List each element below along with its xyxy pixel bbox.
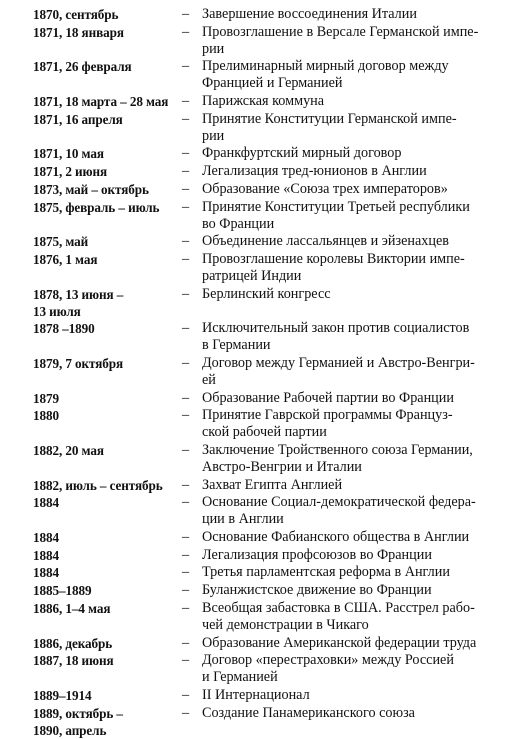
event-description: Легализация тред-юнионов в Англии bbox=[202, 163, 427, 180]
event-description: Легализация профсоюзов во Франции bbox=[202, 546, 432, 563]
event-date: 1885–1889 bbox=[33, 583, 92, 599]
dash-separator: – bbox=[182, 529, 190, 546]
chronology-row bbox=[0, 600, 510, 634]
event-description: Берлинский конгресс bbox=[202, 285, 331, 302]
event-date: 1884 bbox=[33, 565, 59, 581]
dash-separator: – bbox=[182, 110, 190, 127]
event-description: Завершение воссоединения Италии bbox=[202, 6, 417, 22]
dash-separator: – bbox=[182, 686, 190, 703]
event-date: 1889–1914 bbox=[33, 687, 92, 703]
event-date: 1870, сентябрь bbox=[33, 7, 119, 22]
dash-separator: – bbox=[182, 285, 190, 302]
event-date: 1884 bbox=[33, 530, 59, 546]
dash-separator: – bbox=[182, 476, 190, 493]
dash-separator: – bbox=[182, 704, 190, 721]
dash-separator: – bbox=[182, 58, 190, 75]
event-date: 1875, февраль – июль bbox=[33, 199, 160, 215]
event-description: Создание Панамериканского союза bbox=[202, 704, 415, 721]
event-date: 1884 bbox=[33, 495, 59, 511]
event-description: Третья парламентская реформа в Англии bbox=[202, 564, 450, 581]
event-date: 1882, 20 мая bbox=[33, 443, 104, 458]
chronology-row bbox=[0, 442, 510, 476]
chronology-row bbox=[0, 494, 510, 528]
chronology-table bbox=[0, 6, 510, 739]
chronology-row bbox=[0, 652, 510, 686]
event-date: 1889, октябрь – 1890, апрель bbox=[33, 705, 123, 738]
event-description: Франкфуртский мирный договор bbox=[202, 145, 402, 162]
chronology-row bbox=[0, 233, 510, 250]
event-description: Принятие Конституции Третьей республики во Франции bbox=[202, 198, 470, 232]
event-date: 1871, 16 апреля bbox=[33, 111, 123, 127]
dash-separator: – bbox=[182, 6, 190, 22]
event-date: 1871, 18 марта – 28 мая bbox=[33, 94, 169, 110]
event-description: Образование Рабочей партии во Франции bbox=[202, 389, 454, 406]
chronology-row bbox=[0, 58, 510, 92]
dash-separator: – bbox=[182, 23, 190, 40]
chronology-row bbox=[0, 24, 510, 58]
event-description: Договор между Германией и Австро-Венгри- ей bbox=[202, 354, 475, 388]
event-date: 1887, 18 июня bbox=[33, 653, 114, 669]
chronology-row bbox=[0, 547, 510, 564]
chronology-row bbox=[0, 199, 510, 233]
dash-separator: – bbox=[182, 442, 190, 458]
event-description: Захват Египта Англией bbox=[202, 476, 343, 493]
chronology-row bbox=[0, 529, 510, 546]
event-date: 1873, май – октябрь bbox=[33, 181, 149, 197]
event-date: 1882, июль – сентябрь bbox=[33, 477, 163, 493]
event-description: Образование «Союза трех императоров» bbox=[202, 180, 448, 197]
dash-separator: – bbox=[182, 652, 190, 669]
event-description: Прелиминарный мирный договор между Францией и Германией bbox=[202, 58, 449, 92]
event-description: Принятие Гаврской программы Француз- ской рабочей партии bbox=[202, 407, 453, 441]
dash-separator: – bbox=[182, 180, 190, 197]
event-description: Буланжистское движение во Франции bbox=[202, 582, 432, 599]
chronology-row bbox=[0, 582, 510, 599]
event-description: Объединение лассальянцев и эйзенахцев bbox=[202, 233, 449, 250]
dash-separator: – bbox=[182, 93, 190, 110]
event-description: Принятие Конституции Германской импе- рии bbox=[202, 110, 457, 144]
dash-separator: – bbox=[182, 407, 190, 424]
event-description: Парижская коммуна bbox=[202, 93, 325, 110]
chronology-row bbox=[0, 145, 510, 162]
dash-separator: – bbox=[182, 634, 190, 651]
event-date: 1878, 13 июня – 13 июля bbox=[33, 286, 124, 319]
chronology-row bbox=[0, 705, 510, 739]
event-date: 1886, 1–4 мая bbox=[33, 600, 111, 616]
event-description: Заключение Тройственного союза Германии, Австро-Венгрии и Италии bbox=[202, 442, 473, 475]
chronology-row bbox=[0, 251, 510, 285]
chronology-row bbox=[0, 477, 510, 494]
event-date: 1886, декабрь bbox=[33, 635, 113, 651]
event-description: Образование Американской федерации труда bbox=[202, 634, 477, 651]
event-date: 1871, 2 июня bbox=[33, 164, 108, 180]
dash-separator: – bbox=[182, 198, 190, 215]
event-description: Основание Фабианского общества в Англии bbox=[202, 529, 470, 546]
dash-separator: – bbox=[182, 354, 190, 371]
event-description: Провозглашение королевы Виктории импе- ратрицей Индии bbox=[202, 250, 465, 284]
dash-separator: – bbox=[182, 494, 190, 511]
chronology-row bbox=[0, 564, 510, 581]
dash-separator: – bbox=[182, 233, 190, 250]
chronology-row bbox=[0, 355, 510, 389]
event-date: 1880 bbox=[33, 408, 59, 424]
chronology-row bbox=[0, 390, 510, 407]
chronology-row bbox=[0, 320, 510, 354]
event-date: 1875, май bbox=[33, 234, 89, 250]
chronology-row bbox=[0, 111, 510, 145]
event-description: Договор «перестраховки» между Россией и Германией bbox=[202, 652, 454, 686]
chronology-row bbox=[0, 6, 510, 23]
event-date: 1878 –1890 bbox=[33, 321, 95, 337]
chronology-row bbox=[0, 163, 510, 180]
event-date: 1871, 10 мая bbox=[33, 146, 104, 162]
event-date: 1876, 1 мая bbox=[33, 251, 98, 267]
event-date: 1879, 7 октября bbox=[33, 355, 124, 371]
dash-separator: – bbox=[182, 250, 190, 267]
dash-separator: – bbox=[182, 582, 190, 599]
dash-separator: – bbox=[182, 389, 190, 406]
event-date: 1871, 26 февраля bbox=[33, 59, 132, 75]
chronology-row bbox=[0, 181, 510, 198]
chronology-row bbox=[0, 687, 510, 704]
chronology-row bbox=[0, 93, 510, 110]
event-description: Провозглашение в Версале Германской импе- рии bbox=[202, 23, 479, 57]
event-description: II Интернационал bbox=[202, 686, 310, 703]
chronology-row bbox=[0, 407, 510, 441]
chronology-row bbox=[0, 286, 510, 320]
event-date: 1879 bbox=[33, 390, 59, 406]
dash-separator: – bbox=[182, 163, 190, 180]
dash-separator: – bbox=[182, 320, 190, 337]
dash-separator: – bbox=[182, 145, 190, 162]
dash-separator: – bbox=[182, 599, 190, 616]
event-description: Всеобщая забастовка в США. Расстрел рабо- чей демонстрации в Чикаго bbox=[202, 599, 475, 633]
chronology-row bbox=[0, 635, 510, 652]
event-date: 1884 bbox=[33, 547, 59, 563]
dash-separator: – bbox=[182, 564, 190, 581]
event-description: Основание Социал-демократической федера- ции в Англии bbox=[202, 494, 476, 528]
event-description: Исключительный закон против социалистов в Германии bbox=[202, 320, 470, 354]
event-date: 1871, 18 января bbox=[33, 24, 124, 40]
dash-separator: – bbox=[182, 546, 190, 563]
